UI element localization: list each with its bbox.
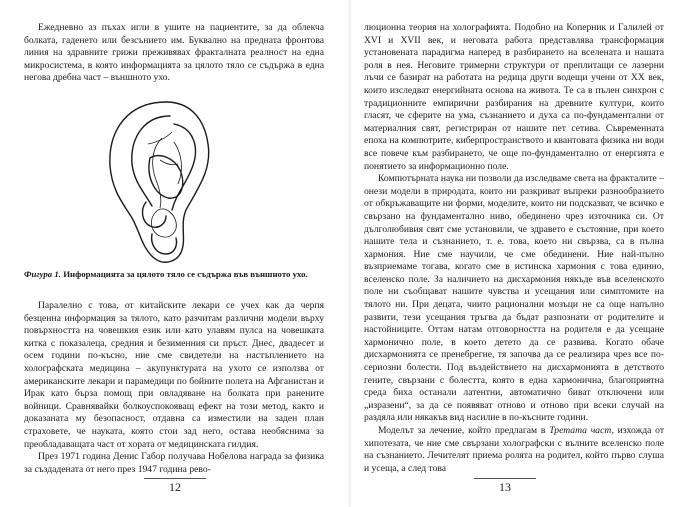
right-paragraph-3 [364, 425, 664, 475]
figure-caption [24, 268, 324, 280]
ear-concha [149, 156, 183, 199]
fetus-body [153, 138, 162, 208]
left-top-text [24, 22, 324, 85]
ear-figure [24, 98, 324, 268]
ear-antihelix [132, 116, 170, 206]
right-page [364, 0, 686, 507]
right-text [364, 22, 664, 475]
ear-tragus [143, 202, 166, 227]
left-paragraph-3: През 1971 година Денис Габор получава Нобелова награда за физика за създадената от него през 1947 година рево- [24, 451, 324, 475]
right-paragraph-2: Компютърната наука ни позволи да изследваме света на фракталите – онези модели в природата, които ни разкриват въпреки разнообразието от обкръжаващите ни форми, моделите, които ни подсказват, че всичко е свързано на фундаментално ниво, обединено чрез източника си. От дълголюбивия свят сме установили, че здравето е състояние, при което нашите тела и съзнанието, т. е. това, което ни свързва, са в пълна хармония. Ние сме научили, че сме обединени. Ние най-пълно възприемаме тогава, когато сме в истинска хармония с това единно, вселенско поле. За наличието на дисхармония някъде във вселенското поле ни съобщават нашите чувства и усещания или симптомите на тялото ни. При децата, чиито рационални мозъци не са още напълно развити, тези усещания тръгва да бъдат разпознати от родителите и настойниците. Оттам натам отговорността на родителя е да усещане хармонично поле, в което детето да се развива. Когато обаче дисхармонията се пренебрегне, тя започва да се реализира чрез все по-сериозни болести. Под въздействието на дисхармонията в детството гените, свързани с болестта, която в една хармонична, благоприятна среда биха останали латентни, автоматично биват отключени или „изразени“, за да се появяват отново и отново при всеки случай на раздяла или някакъв вид насилие в по-късните години. [364, 173, 664, 424]
book-spine [349, 0, 351, 507]
right-folio-rule [474, 478, 536, 479]
right-paragraph-1: люционна теория на холографията. Подобно на Коперник и Галилей от XVI и XVII век, и неговата работа представлява трансформация установената парадигма наперед в разбирането на вселената и нашата роля в нея. Неговите тримерни структури от преплитащи се лазерни лъчи се базират на работата на редица други водещи учени от XX век, които изследват енергийната основа на живота. Те са в пълен синхрон с традиционните емпирични разбирания на древните култури, които гласят, че сферите на ума, съзнанието и духа са по-фундаментални от материалния свят, регистриран от нашите пет сетива. Съвременната епоха на компютрите, киберпространството и квантовата физика ни води все повече към разбирането, че още по-фундаментално от енергията е понятието за информационно поле. [364, 22, 664, 172]
book-part-title: Третата част, [549, 425, 614, 436]
figure-label: Фигура 1. [24, 269, 62, 279]
left-page-number: 12 [169, 480, 181, 494]
ear-illustration [88, 98, 238, 268]
left-paragraph-2: Паралелно с това, от китайските лекари се учех как да черпя безценна информация за тялото, като разчитам различни модели върху повърхността на човешкия език или като улавям пулса на човешката китка с показалеца, средния и безименния си пръст. Днес, двадесет и осем години по-късно, ние сме свидетели на настъплението на холографската медицина – акупунктурата на ухото се използва от американските лекари и парамедици по бойните полета на Афганистан и Ирак като бърза помощ при овладяване на болката при ранените войници. Сравнявайки болкоуспокояващ ефект на този метод, както и доказаната му безопасност, отдавна са изместили на заден план страховете, че науката, която стои зад него, остава необяснима за преобладаващата част от хората от медицинската гилдия. [24, 300, 324, 450]
right-paragraph-3-end: изхожда от хипотезата, че ние сме свързани холографски с вълните вселенско поле на съзнанието. Лечителят приема ролята на родител, който първо слуша и усеща, а след това [364, 425, 665, 474]
left-folio-rule [144, 478, 206, 479]
ear-helix-outline [110, 102, 209, 262]
left-paragraph-1: Ежедневно аз пъхах игли в ушите на пациентите, за да облекча болката, гаденето или безсънието им. Буквално на предната фронтова линия на здравните грижи преживявах фракталната реалност на една микросистема, в която информацията за цялото тяло се съдържа в една негова дребна част – външното ухо. [24, 22, 324, 84]
figure-caption-text: Информацията за цялото тяло се съдържа във външното ухо. [63, 269, 308, 279]
left-page [24, 0, 346, 507]
left-bottom-text [24, 300, 324, 476]
right-paragraph-3-start: Моделът за лечение, който предлагам в [378, 425, 550, 436]
right-page-number: 13 [499, 480, 511, 494]
